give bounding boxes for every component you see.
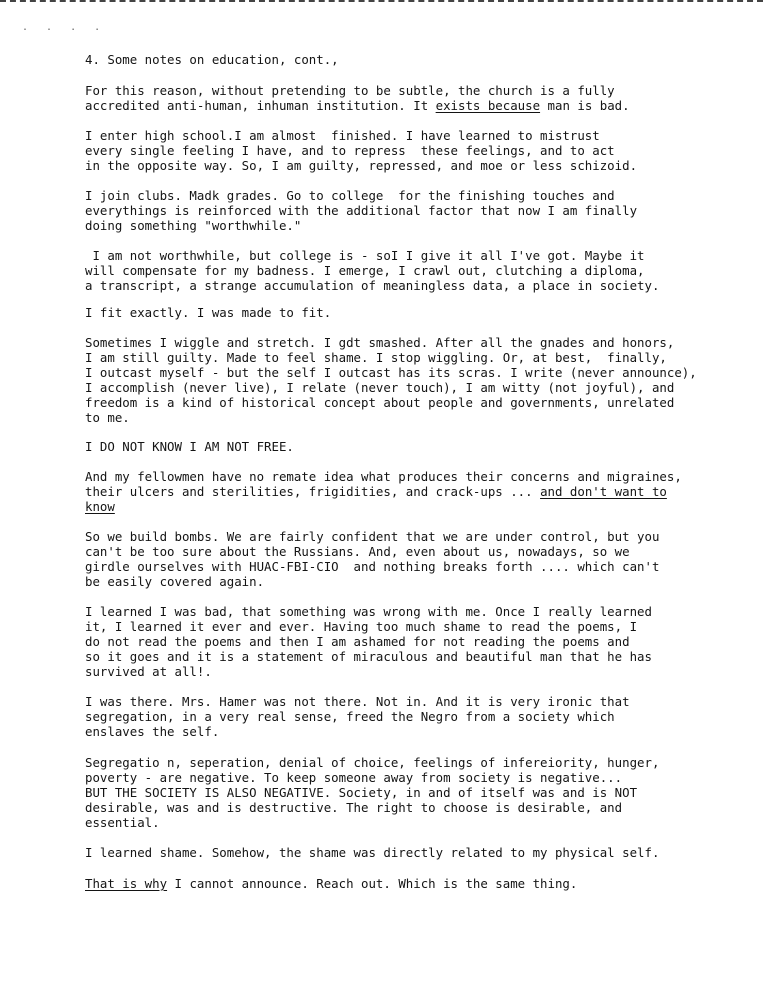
text-line (85, 365, 697, 380)
text-segment: in the opposite way. So, I am guilty, repressed, and moe or less schizoid. (85, 158, 638, 173)
text-line (85, 158, 690, 173)
text-line (85, 188, 690, 203)
text-line (85, 815, 690, 830)
underlined-text: That is why (85, 876, 168, 891)
paragraph (85, 305, 690, 320)
text-line (85, 248, 690, 263)
text-line (85, 709, 690, 724)
text-line (85, 395, 690, 410)
text-segment: And my fellowmen have no remate idea what produces their concerns and migraines, (85, 469, 682, 484)
text-segment: I accomplish (never live), I relate (never touch), I am witty (not joyful), and (85, 380, 675, 395)
text-segment: BUT THE SOCIETY IS ALSO NEGATIVE. Society, in and of itself was and is NOT (85, 785, 638, 800)
text-segment: I cannot announce. Reach out. Which is the same thing. (167, 876, 578, 891)
text-line (85, 128, 690, 143)
paragraph (85, 876, 690, 891)
text-line (85, 484, 690, 499)
text-segment: be easily covered again. (85, 574, 265, 589)
section-heading: 4. Some notes on education, cont., (85, 52, 339, 67)
paragraph (85, 439, 690, 454)
text-line (85, 876, 690, 891)
text-line (85, 499, 690, 514)
text-line (85, 544, 690, 559)
text-segment: I outcast myself - but the self I outcast has its scras. I write (never announce), (85, 365, 697, 380)
text-line (85, 529, 690, 544)
text-segment: poverty - are negative. To keep someone away from society is negative... (85, 770, 623, 785)
text-segment: doing something "worthwhile." (85, 218, 302, 233)
text-line (85, 410, 690, 425)
text-line (85, 335, 690, 350)
text-segment: I am not worthwhile, but college is - soI I give it all I've got. Maybe it (85, 248, 645, 263)
underlined-text: and don't want to (540, 484, 667, 499)
text-segment: man is bad. (540, 98, 630, 113)
text-segment: I fit exactly. I was made to fit. (85, 305, 332, 320)
text-segment: I join clubs. Madk grades. Go to college for the finishing touches and (85, 188, 615, 203)
text-segment: Sometimes I wiggle and stretch. I gdt smashed. After all the gnades and honors, (85, 335, 675, 350)
text-line (85, 469, 690, 484)
text-line (85, 604, 690, 619)
text-line (85, 634, 690, 649)
text-line (85, 619, 690, 634)
text-line (85, 724, 690, 739)
text-line (85, 203, 690, 218)
text-line (85, 559, 690, 574)
text-line (85, 845, 690, 860)
page-top-edge (0, 0, 763, 5)
text-segment: girdle ourselves with HUAC-FBI-CIO and nothing breaks forth .... which can't (85, 559, 660, 574)
text-line (85, 439, 690, 454)
text-line (85, 278, 690, 293)
text-line (85, 98, 690, 113)
text-segment: a transcript, a strange accumulation of meaningless data, a place in society. (85, 278, 660, 293)
paragraph (85, 188, 690, 233)
text-line (85, 755, 690, 770)
paragraph (85, 248, 690, 293)
text-line (85, 263, 690, 278)
text-line (85, 305, 690, 320)
text-line (85, 770, 690, 785)
text-segment: Segregatio n, seperation, denial of choice, feelings of infereiority, hunger, (85, 755, 660, 770)
text-line (85, 350, 690, 365)
margin-marks: . . . . (22, 22, 107, 33)
paragraph (85, 845, 690, 860)
paragraph (85, 335, 697, 425)
paragraph (85, 83, 690, 113)
text-segment: do not read the poems and then I am ashamed for not reading the poems and (85, 634, 630, 649)
document-body (85, 52, 697, 905)
underlined-text: exists because (435, 98, 541, 113)
text-segment: everythings is reinforced with the additional factor that now I am finally (85, 203, 638, 218)
text-segment: enslaves the self. (85, 724, 220, 739)
paragraph (85, 128, 690, 173)
text-segment: So we build bombs. We are fairly confident that we are under control, but you (85, 529, 660, 544)
paragraph (85, 604, 690, 679)
text-segment: survived at all!. (85, 664, 212, 679)
text-segment: I am still guilty. Made to feel shame. I stop wiggling. Or, at best, finally, (85, 350, 667, 365)
text-line (85, 380, 690, 395)
text-line (85, 694, 690, 709)
text-segment: it, I learned it ever and ever. Having too much shame to read the poems, I (85, 619, 638, 634)
text-segment: I DO NOT KNOW I AM NOT FREE. (85, 439, 294, 454)
text-line (85, 143, 690, 158)
text-segment: can't be too sure about the Russians. And, even about us, nowadays, so we (85, 544, 630, 559)
text-segment: segregation, in a very real sense, freed the Negro from a society which (85, 709, 615, 724)
text-line (85, 800, 690, 815)
text-line (85, 785, 690, 800)
text-segment: desirable, was and is destructive. The right to choose is desirable, and (85, 800, 623, 815)
underlined-text: know (85, 499, 115, 514)
paragraph (85, 529, 690, 589)
text-segment: I was there. Mrs. Hamer was not there. Not in. And it is very ironic that (85, 694, 630, 709)
text-segment: I enter high school.I am almost finished. I have learned to mistrust (85, 128, 600, 143)
paragraph (85, 755, 690, 830)
text-segment: I learned shame. Somehow, the shame was directly related to my physical self. (85, 845, 660, 860)
text-segment: every single feeling I have, and to repress these feelings, and to act (85, 143, 615, 158)
text-line (85, 218, 690, 233)
text-segment: so it goes and it is a statement of miraculous and beautiful man that he has (85, 649, 652, 664)
text-line (85, 664, 690, 679)
paragraph-list (85, 83, 697, 891)
text-segment: freedom is a kind of historical concept about people and governments, unrelated (85, 395, 675, 410)
text-line (85, 574, 690, 589)
text-segment: to me. (85, 410, 130, 425)
text-segment: their ulcers and sterilities, frigidities, and crack-ups ... (85, 484, 541, 499)
paragraph (85, 694, 690, 739)
text-line (85, 649, 690, 664)
text-segment: I learned I was bad, that something was wrong with me. Once I really learned (85, 604, 652, 619)
paragraph (85, 469, 690, 514)
text-segment: accredited anti-human, inhuman institution. It (85, 98, 436, 113)
text-segment: For this reason, without pretending to be subtle, the church is a fully (85, 83, 615, 98)
text-line (85, 83, 690, 98)
text-segment: essential. (85, 815, 160, 830)
text-segment: will compensate for my badness. I emerge, I crawl out, clutching a diploma, (85, 263, 645, 278)
